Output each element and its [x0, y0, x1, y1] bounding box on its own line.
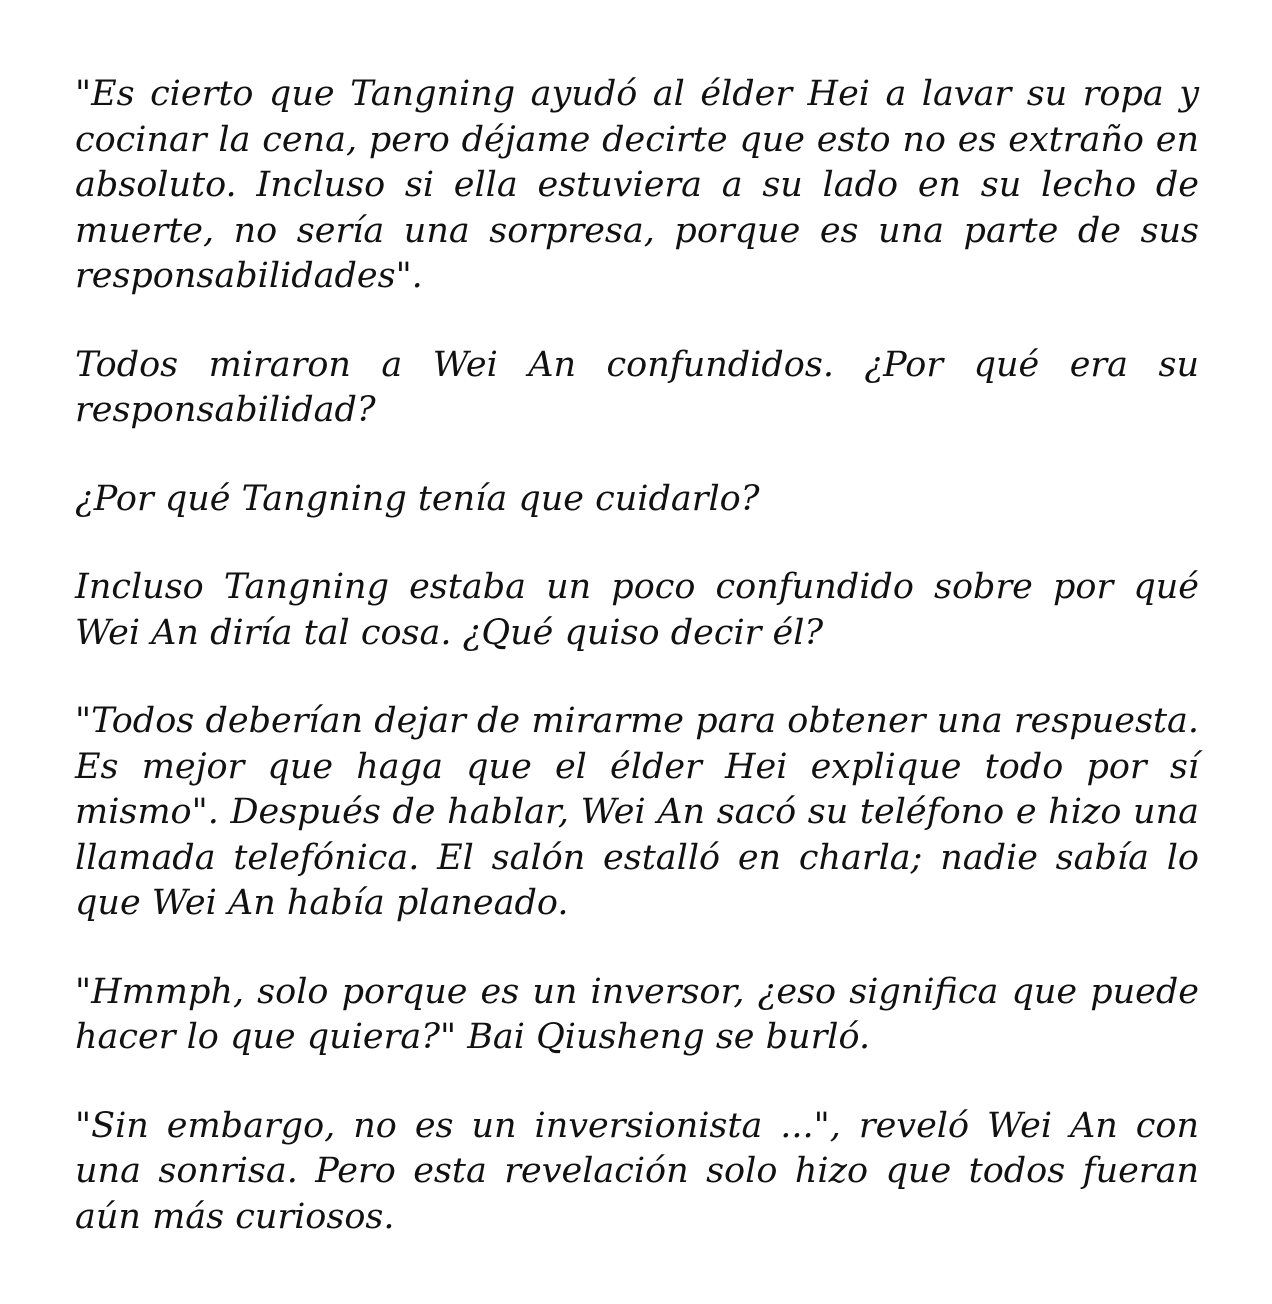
paragraph-2: Todos miraron a Wei An confundidos. ¿Por qué era su responsabilidad?	[75, 344, 1199, 430]
paragraph-7: "Sin embargo, no es un inversionista ...", reveló Wei An con una sonrisa. Pero esta revelación solo hizo que todos fueran aún más curiosos.	[75, 1105, 1199, 1237]
paragraph-4: Incluso Tangning estaba un poco confundido sobre por qué Wei An diría tal cosa. ¿Qué quiso decir él?	[75, 567, 1199, 653]
paragraph-3: ¿Por qué Tangning tenía que cuidarlo?	[75, 478, 760, 519]
paragraph-6: "Hmmph, solo porque es un inversor, ¿eso significa que puede hacer lo que quiera?" Bai Qiusheng se burló.	[75, 971, 1199, 1057]
paragraph-1: "Es cierto que Tangning ayudó al élder Hei a lavar su ropa y cocinar la cena, pero déjame decirte que esto no es extraño en absoluto. Incluso si ella estuviera a su lado en su lecho de muerte, no sería una sorpresa, porque es una parte de sus responsabilidades".	[75, 74, 1199, 296]
paragraph-5: "Todos deberían dejar de mirarme para obtener una respuesta. Es mejor que haga que el élder Hei explique todo por sí mismo". Después de hablar, Wei An sacó su teléfono e hizo una llamada telefónica. El salón estalló en charla; nadie sabía lo que Wei An había planeado.	[75, 701, 1199, 923]
document-page	[75, 72, 1199, 1240]
